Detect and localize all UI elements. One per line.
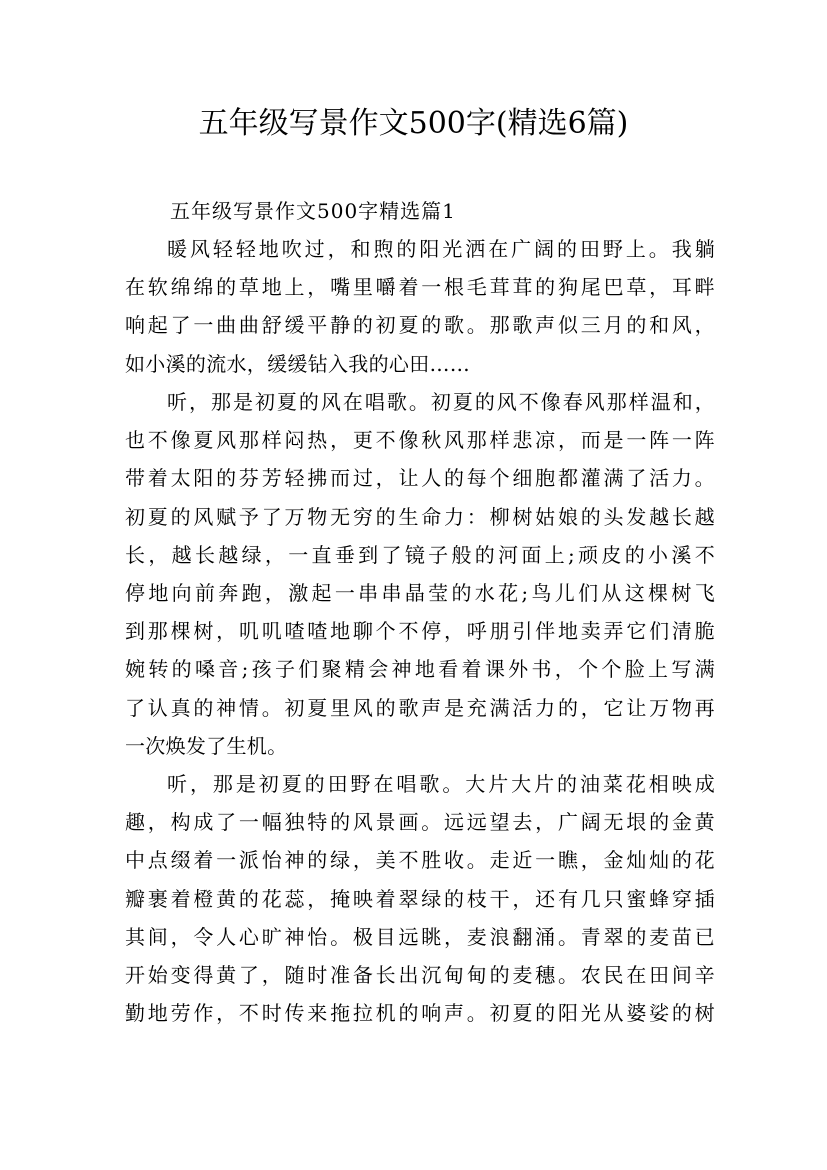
paragraph-line: 其间，令人心旷神怡。极目远眺，麦浪翻涌。青翠的麦苗已 (125, 924, 715, 949)
paragraph-3 (125, 765, 715, 1032)
paragraph-line: 到那棵树，叽叽喳喳地聊个不停，呼朋引伴地卖弄它们清脆 (125, 619, 715, 644)
paragraph-line: 响起了一曲曲舒缓平静的初夏的歌。那歌声似三月的和风， (125, 313, 715, 338)
paragraph-line: 长，越长越绿，一直垂到了镜子般的河面上;顽皮的小溪不 (125, 542, 715, 567)
paragraph-line: 一次焕发了生机。 (125, 733, 288, 758)
section-heading: 五年级写景作文500字精选篇1 (170, 199, 456, 223)
paragraph-line: 在软绵绵的草地上，嘴里嚼着一根毛茸茸的狗尾巴草，耳畔 (125, 275, 715, 300)
paragraph-line: 初夏的风赋予了万物无穷的生命力：柳树姑娘的头发越长越 (125, 504, 715, 529)
paragraph-line: 了认真的神情。初夏里风的歌声是充满活力的，它让万物再 (125, 695, 715, 720)
paragraph-line: 中点缀着一派怡神的绿，美不胜收。走近一瞧，金灿灿的花 (125, 848, 715, 873)
paragraph-line: 开始变得黄了，随时准备长出沉甸甸的麦穗。农民在田间辛 (125, 962, 715, 987)
paragraph-line: 如小溪的流水，缓缓钻入我的心田…… (125, 351, 471, 376)
paragraph-line: 也不像夏风那样闷热，更不像秋风那样悲凉，而是一阵一阵 (125, 428, 715, 453)
paragraph-line: 瓣裹着橙黄的花蕊，掩映着翠绿的枝干，还有几只蜜蜂穿插 (125, 886, 715, 911)
paragraph-line: 暖风轻轻地吹过，和煦的阳光洒在广阔的田野上。我躺 (167, 237, 715, 261)
paragraph-line: 听，那是初夏的风在唱歌。初夏的风不像春风那样温和， (167, 390, 715, 414)
paragraph-2 (125, 383, 715, 765)
document-title: 五年级写景作文500字(精选6篇) (198, 106, 629, 141)
paragraph-line: 婉转的嗓音;孩子们聚精会神地看着课外书，个个脸上写满 (125, 657, 715, 682)
paragraph-line: 勤地劳作，不时传来拖拉机的响声。初夏的阳光从婆娑的树 (125, 1001, 715, 1026)
paragraph-line: 听，那是初夏的田野在唱歌。大片大片的油菜花相映成 (167, 772, 715, 796)
paragraph-1 (125, 230, 715, 383)
paragraph-line: 带着太阳的芬芳轻拂而过，让人的每个细胞都灌满了活力。 (125, 466, 715, 491)
paragraph-line: 趣，构成了一幅独特的风景画。远远望去，广阔无垠的金黄 (125, 810, 715, 835)
paragraph-line: 停地向前奔跑，激起一串串晶莹的水花;鸟儿们从这棵树飞 (125, 580, 715, 605)
